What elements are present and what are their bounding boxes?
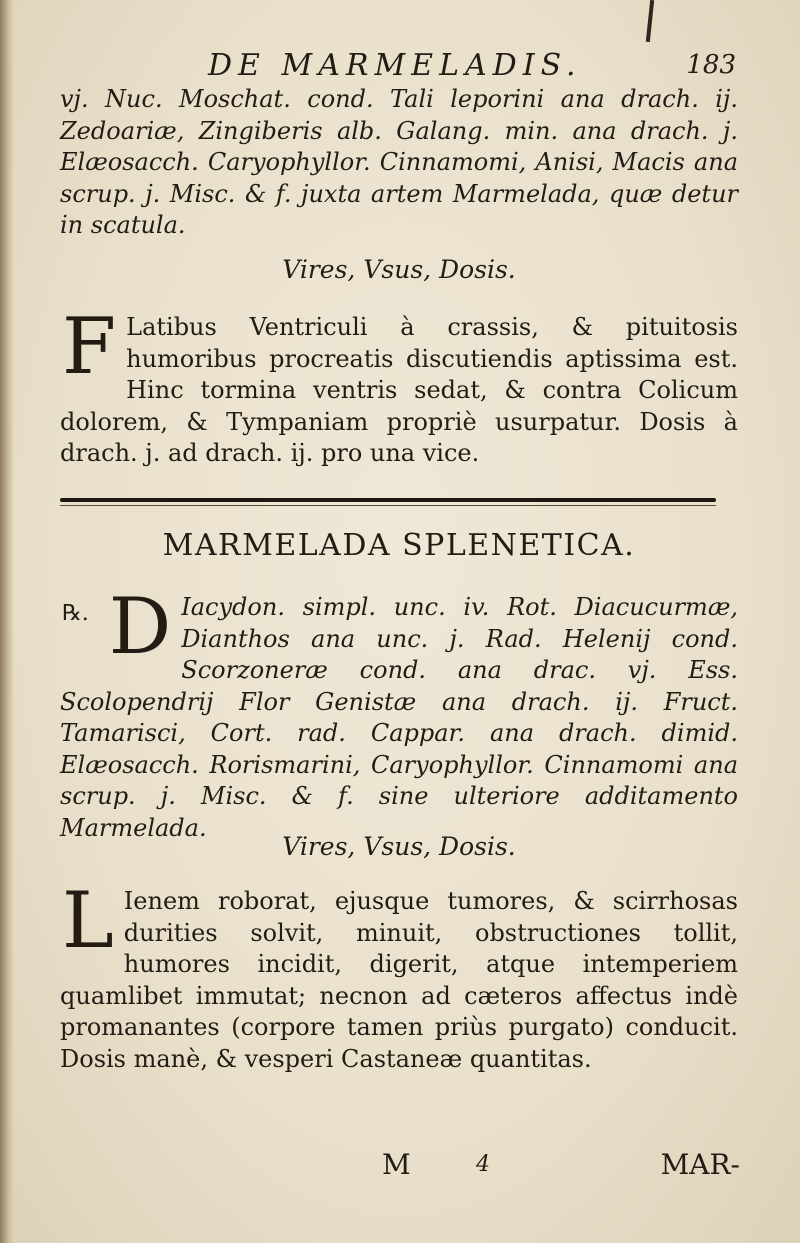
- drop-cap-letter: L: [62, 876, 114, 966]
- virtues-paragraph: [60, 302, 738, 470]
- virtues-paragraph: [60, 876, 738, 1075]
- signature-mark: M: [382, 1148, 411, 1181]
- running-header: [60, 46, 740, 86]
- recipe-text: Iacydon. simpl. unc. iv. Rot. Diacucurmæ, Dianthos ana unc. j. Rad. Helenij cond. Scorzoneræ cond. ana drac. vj. Ess. Scolopendrij Flor Genistæ ana drach. ij. Fruct. Tamarisci, Cort. rad. Cappar. ana drach. dimid. Elæosacch. Rorismarini, Caryophyllor. Cinnamomi ana scrup. j. Misc. & f. sine ulteriore additamento Marmelada.: [60, 593, 738, 842]
- signature-number: 4: [476, 1152, 490, 1177]
- page-footer: [60, 1148, 740, 1188]
- ink-mark: [646, 0, 654, 42]
- recipe-continuation: vj. Nuc. Moschat. cond. Tali leporini ana drach. ij. Zedoariæ, Zingiberis alb. Galang. min. ana drach. j. Elæosacch. Caryophyllor. Cinnamomi, Anisi, Macis ana scrup. j. Misc. & f. juxta artem Marmelada, quæ detur in scatula.: [60, 85, 738, 239]
- section-subheading: Vires, Vsus, Dosis.: [282, 832, 516, 861]
- section-divider-thin-rule: [60, 505, 716, 506]
- section-subheading: Vires, Vsus, Dosis.: [282, 255, 516, 284]
- page-number: 183: [686, 50, 736, 80]
- drop-cap-letter: D: [108, 582, 172, 672]
- page-gutter-shadow: [0, 0, 14, 1243]
- recipe-paragraph: [60, 582, 738, 844]
- drop-cap-letter: F: [62, 302, 117, 392]
- virtues-text: Latibus Ventriculi à crassis, & pituitosis humoribus procreatis discutiendis aptissima est. Hinc tormina ventris sedat, & contra Colicum dolorem, & Tympaniam propriè usurpatur. Dosis à drach. j. ad drach. ij. pro una vice.: [60, 313, 738, 467]
- recipe-symbol-icon: ℞.: [62, 601, 89, 626]
- section-title: MARMELADA SPLENETICA.: [162, 528, 636, 563]
- catchword: MAR-: [660, 1148, 740, 1181]
- section-divider-rule: [60, 498, 716, 502]
- virtues-text: Ienem roborat, ejusque tumores, & scirrhosas durities solvit, minuit, obstructiones tollit, humores incidit, digerit, atque intemperiem quamlibet immutat; necnon ad cæteros affectus indè promanantes (corpore tamen priùs purgato) conducit. Dosis manè, & vesperi Castaneæ quantitas.: [60, 887, 738, 1073]
- running-title: DE MARMELADIS.: [208, 48, 582, 83]
